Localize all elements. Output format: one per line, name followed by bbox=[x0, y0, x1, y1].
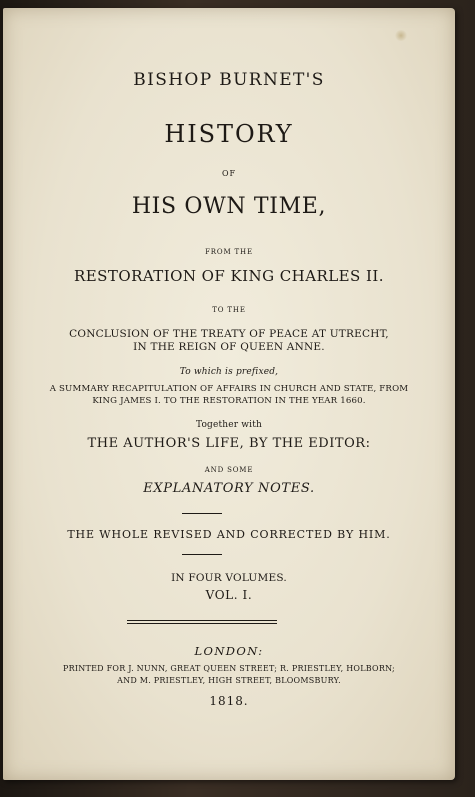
from-connector: FROM THE bbox=[205, 248, 253, 256]
prefixed-note: To which is prefixed, bbox=[179, 367, 279, 377]
and-some-connector: AND SOME bbox=[204, 466, 254, 474]
book-title: HISTORY bbox=[164, 120, 294, 148]
volumes-line: IN FOUR VOLUMES. bbox=[171, 572, 287, 584]
publication-year: 1818. bbox=[209, 694, 249, 708]
restoration-line: RESTORATION OF KING CHARLES II. bbox=[74, 267, 384, 285]
conclusion-line-2: IN THE REIGN OF QUEEN ANNE. bbox=[133, 341, 325, 353]
divider-rule-top bbox=[182, 513, 222, 514]
imprint-line-2: AND M. PRIESTLEY, HIGH STREET, BLOOMSBURY. bbox=[117, 676, 341, 685]
title-page bbox=[3, 8, 455, 780]
double-rule bbox=[127, 620, 277, 624]
of-connector: OF bbox=[221, 169, 237, 178]
book-subtitle: HIS OWN TIME, bbox=[131, 194, 327, 219]
imprint-line-1: PRINTED FOR J. NUNN, GREAT QUEEN STREET; R. PRIESTLEY, HOLBORN; bbox=[63, 664, 395, 673]
conclusion-line-1: CONCLUSION OF THE TREATY OF PEACE AT UTRECHT, bbox=[69, 328, 389, 340]
imprint-city: LONDON: bbox=[194, 644, 264, 658]
volume-number: VOL. I. bbox=[205, 588, 253, 602]
paper-stain bbox=[395, 30, 407, 41]
to-the-connector: TO THE bbox=[212, 306, 246, 314]
revised-line: THE WHOLE REVISED AND CORRECTED BY HIM. bbox=[67, 528, 391, 541]
author-line: BISHOP BURNET'S bbox=[133, 70, 325, 90]
summary-line-1: A SUMMARY RECAPITULATION OF AFFAIRS IN CHURCH AND STATE, FROM bbox=[49, 384, 409, 394]
summary-line-2: KING JAMES I. TO THE RESTORATION IN THE YEAR 1660. bbox=[92, 396, 366, 406]
divider-rule-bottom bbox=[182, 554, 222, 555]
together-with-note: Together with bbox=[195, 420, 263, 430]
authors-life-line: THE AUTHOR'S LIFE, BY THE EDITOR: bbox=[87, 436, 371, 451]
explanatory-notes-line: EXPLANATORY NOTES. bbox=[143, 481, 315, 496]
